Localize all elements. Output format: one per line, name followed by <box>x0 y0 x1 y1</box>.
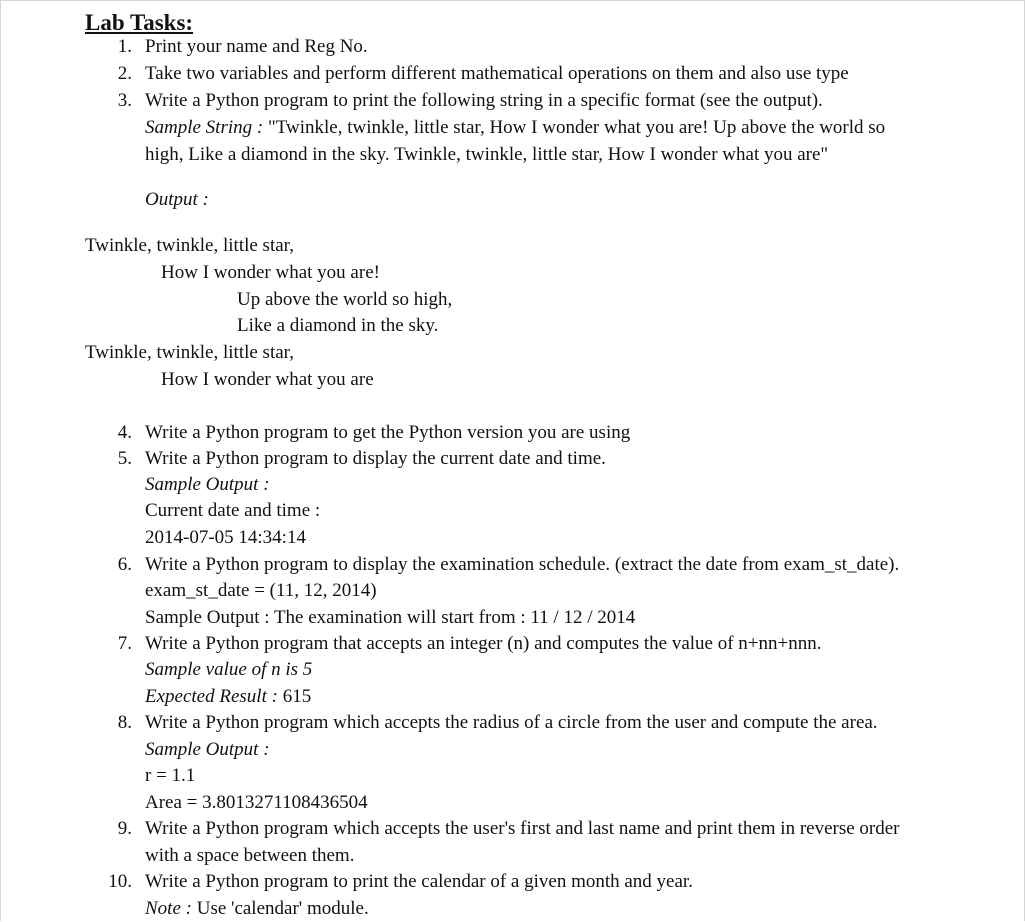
expected-result-label: Expected Result : <box>145 686 278 707</box>
item-number: 1. <box>117 36 132 57</box>
item-number: 7. <box>117 633 132 654</box>
poem-line: Twinkle, twinkle, little star, <box>85 342 294 363</box>
sample-output-label: Sample Output : <box>145 474 270 495</box>
item-number: 5. <box>117 448 132 469</box>
poem-line: How I wonder what you are <box>161 369 374 390</box>
item-number: 8. <box>117 712 132 733</box>
item-text: Write a Python program which accepts the radius of a circle from the user and compute the area. <box>145 712 878 733</box>
poem-line: Twinkle, twinkle, little star, <box>85 235 294 256</box>
item-text: Print your name and Reg No. <box>145 36 368 57</box>
note-label: Note : <box>145 898 192 919</box>
item-number: 9. <box>117 818 132 839</box>
page-title: Lab Tasks: <box>85 10 194 35</box>
item-text: Take two variables and perform different mathematical operations on them and also use type <box>145 63 849 84</box>
expected-result-value: 615 <box>282 686 312 707</box>
sample-output-line: Sample Output : The examination will start from : 11 / 12 / 2014 <box>145 607 636 628</box>
sample-string-line-2: high, Like a diamond in the sky. Twinkle, twinkle, little star, How I wonder what you are" <box>145 144 829 165</box>
item-text: Write a Python program to display the examination schedule. (extract the date from exam_st_date). <box>145 554 900 575</box>
item-text: Write a Python program to print the calendar of a given month and year. <box>145 871 693 892</box>
sample-output-line: Area = 3.8013271108436504 <box>145 792 368 813</box>
item-text: Write a Python program that accepts an integer (n) and computes the value of n+nn+nnn. <box>145 633 822 654</box>
expected-result-line <box>145 685 311 709</box>
sample-output-line: 2014-07-05 14:34:14 <box>145 527 306 548</box>
item-number: 3. <box>117 90 132 111</box>
note-text: Use 'calendar' module. <box>196 898 369 919</box>
item-number: 10. <box>108 871 132 892</box>
item-text: Write a Python program to get the Python version you are using <box>145 422 631 443</box>
sample-string-line <box>145 116 885 140</box>
sample-output-line: Current date and time : <box>145 500 321 521</box>
item-number: 4. <box>117 422 132 443</box>
sample-string-label: Sample String : <box>145 117 264 138</box>
item-text: Write a Python program to print the following string in a specific format (see the output). <box>145 90 823 111</box>
sample-output-line: r = 1.1 <box>145 765 196 786</box>
item-text: Write a Python program to display the current date and time. <box>145 448 606 469</box>
item-number: 6. <box>117 554 132 575</box>
item-number: 2. <box>117 63 132 84</box>
poem-line: How I wonder what you are! <box>161 262 380 283</box>
output-label: Output : <box>145 189 209 210</box>
item-text-continued: with a space between them. <box>145 845 355 866</box>
sample-value-line: Sample value of n is 5 <box>145 659 313 680</box>
item-text: Write a Python program which accepts the user's first and last name and print them in reverse order <box>145 818 900 839</box>
sample-output-label: Sample Output : <box>145 739 270 760</box>
note-line <box>145 897 369 921</box>
sample-string-text: "Twinkle, twinkle, little star, How I wonder what you are! Up above the world so <box>267 117 886 138</box>
poem-line: Up above the world so high, <box>237 289 453 310</box>
code-line: exam_st_date = (11, 12, 2014) <box>145 580 377 601</box>
poem-line: Like a diamond in the sky. <box>237 315 439 336</box>
